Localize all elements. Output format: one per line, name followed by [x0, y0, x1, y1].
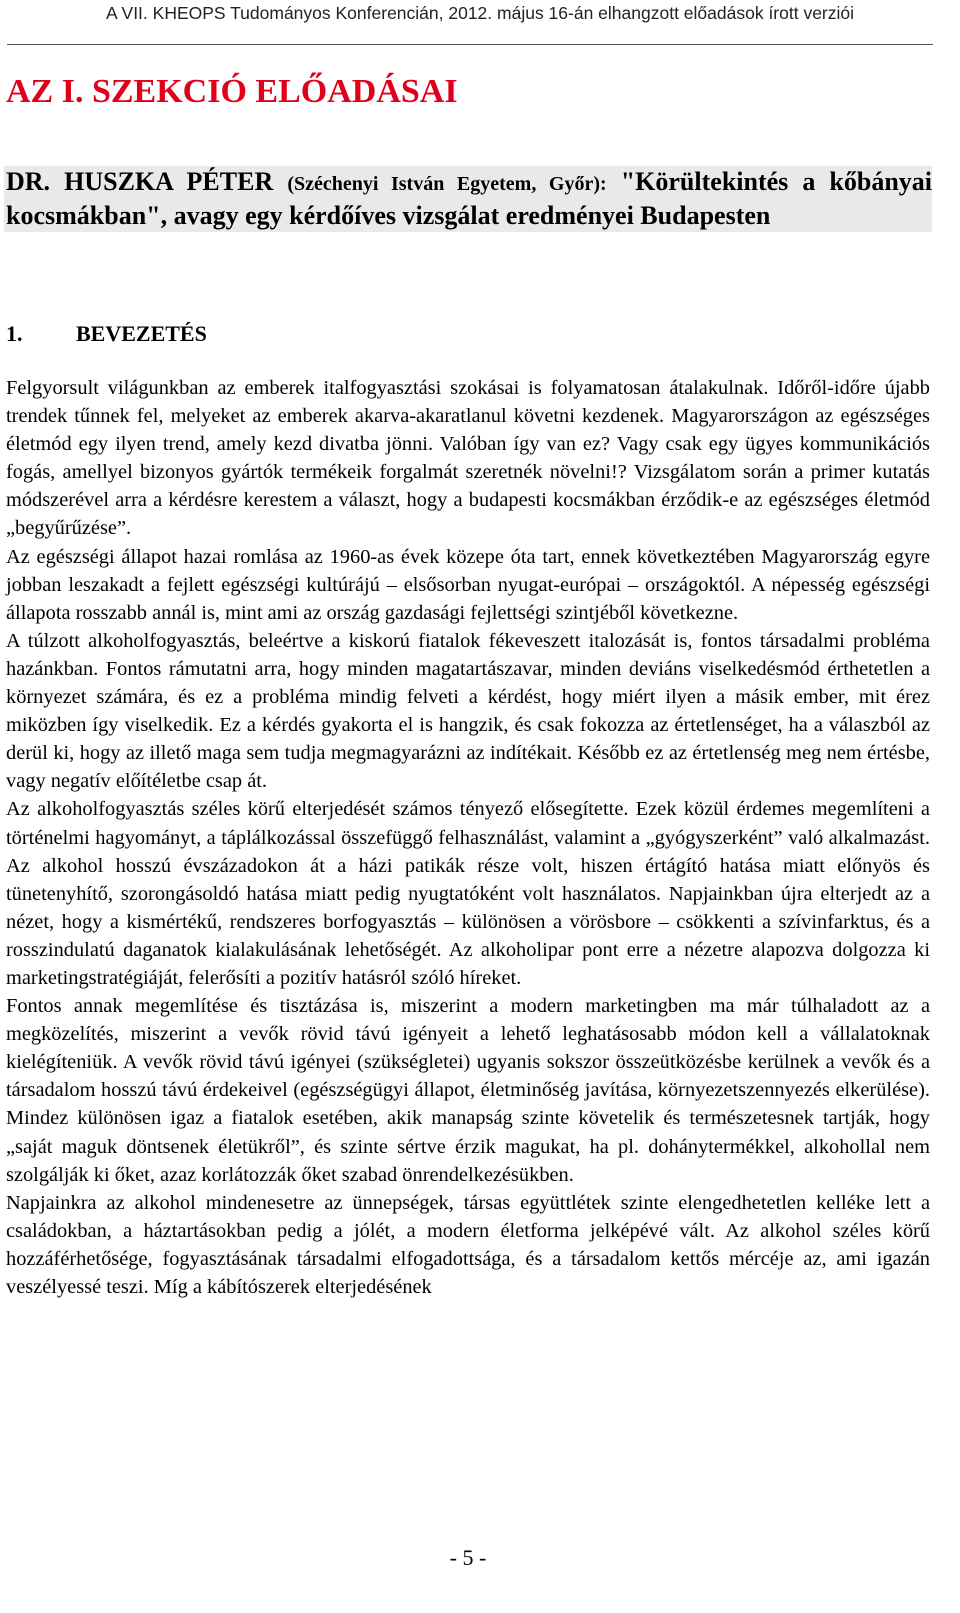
paragraph: Az alkoholfogyasztás széles körű elterjedését számos tényező elősegítette. Ezek közül érdemes megemlíteni a történelmi hagyományt, a táplálkozással összefüggő felhasználást, valamint a „gyógyszerként” való alkalmazást. Az alkohol hosszú évszázadokon át a házi patikák része volt, hiszen értágító hatása miatt előnyös és tünetenyhítő, szorongásoldó hatása miatt pedig nyugtatóként volt használatos. Napjainkban újra elterjedt az a nézet, hogy a kismértékű, rendszeres borfogyasztás – különösen a vörösbore – csökkenti a szívinfarktus, és a rosszindulatú daganatok kialakulásának lehetőségét. Az alkoholipar pont erre a nézetre alapozva dolgozza ki marketingstratégiáját, felerősíti a pozitív hatásról szóló híreket. — [6, 798, 930, 989]
header-rule — [7, 44, 933, 45]
paragraph: Fontos annak megemlítése és tisztázása is, miszerint a modern marketingben ma már túlhaladott az a megközelítés, miszerint a vevők rövid távú igényeit a lehető leghatásosabb módon kell a vállalatoknak kielégíteniük. A vevők rövid távú igényei (szükségletei) ugyanis sokszor összeütközésbe kerülnek a vevők és a társadalom hosszú távú érdekeivel (egészségügyi állapot, életminőség javítása, környezetszennyezés elkerülése). Mindez különösen igaz a fiatalok esetében, akik manapság szinte követelik és természetesnek tartják, hogy „saját maguk döntsenek életükről”, és szinte sértve érzik magukat, ha pl. dohánytermékkel, alkohollal nem szolgálják ki őket, azaz korlátozzák őket szabad önrendelkezésükben. — [6, 995, 930, 1186]
paragraph: Felgyorsult világunkban az emberek italfogyasztási szokásai is folyamatosan átalakulnak. Időről-időre újabb trendek tűnnek fel, melyeket az emberek akarva-akaratlanul követni kezdenek. Magyarországon az egészséges életmód egy ilyen trend, amely kezd divatba jönni. Valóban így van ez? Vagy csak egy ügyes kommunikációs fogás, amellyel bizonyos gyártók termékeik forgalmát szeretnék növelni!? Vizsgálatom során a primer kutatás módszerével arra a kérdésre kerestem a választ, hogy a budapesti kocsmákban érződik-e az egészséges életmód „begyűrűzése”. — [6, 377, 930, 540]
paper-affiliation: (Széchenyi István Egyetem, Győr): — [287, 173, 607, 195]
section-heading-text: BEVEZETÉS — [76, 321, 207, 346]
section-heading — [6, 320, 207, 348]
section-heading-number: 1. — [6, 321, 23, 346]
paragraph: Napjainkra az alkohol mindenesetre az ünnepségek, társas együttlétek szinte elengedhetetlen kelléke lett a családokban, a háztartásokban pedig a jólét, a modern életforma jelképévé vált. Az alkohol széles körű hozzáférhetősége, fogyasztásának társadalmi elfogadottsága, és a társadalom kettős mércéje az, ami igazán veszélyessé teszi. Míg a kábítószerek elterjedésének — [6, 1191, 930, 1298]
running-header: A VII. KHEOPS Tudományos Konferencián, 2012. május 16-án elhangzott előadások írott verziói — [105, 3, 855, 23]
paper-title — [4, 166, 932, 232]
paragraph: Az egészségi állapot hazai romlása az 1960-as évek közepe óta tart, ennek következtében Magyarország egyre jobban leszakadt a fejlett egészségi kultúrájú – elsősorban nyugat-európai – országoktól. A népesség egészségi állapota rosszabb annál is, mint ami az ország gazdasági fejlettségi szintjéből következne. — [6, 545, 930, 624]
paper-title-text: "Körültekintés a kőbányai kocsmákban", avagy egy kérdőíves vizsgálat eredményei Budapesten — [6, 167, 933, 230]
paragraph: A túlzott alkoholfogyasztás, beleértve a kiskorú fiatalok fékeveszett italozását is, fontos társadalmi probléma hazánkban. Fontos rámutatni arra, hogy minden magatartászavar, minden deviáns viselkedésmód érthetetlen a környezet számára, és ez a probléma mindig felveti a kérdést, hogy miért ilyen a másik ember, mit érez miközben így viselkedik. Ez a kérdés gyakorta el is hangzik, és csak fokozza az értetlenséget, ha a válaszból az derül ki, hogy az illető maga sem tudja megmagyarázni az indítékait. Később ez az értetlenség meg nem értésbe, vagy negatív előítéletbe csap át. — [6, 629, 930, 793]
body-text — [6, 374, 930, 1301]
page-number: - 5 - — [449, 1545, 487, 1570]
paper-author: DR. HUSZKA PÉTER — [6, 167, 274, 196]
section-title: AZ I. SZEKCIÓ ELŐADÁSAI — [6, 73, 458, 110]
